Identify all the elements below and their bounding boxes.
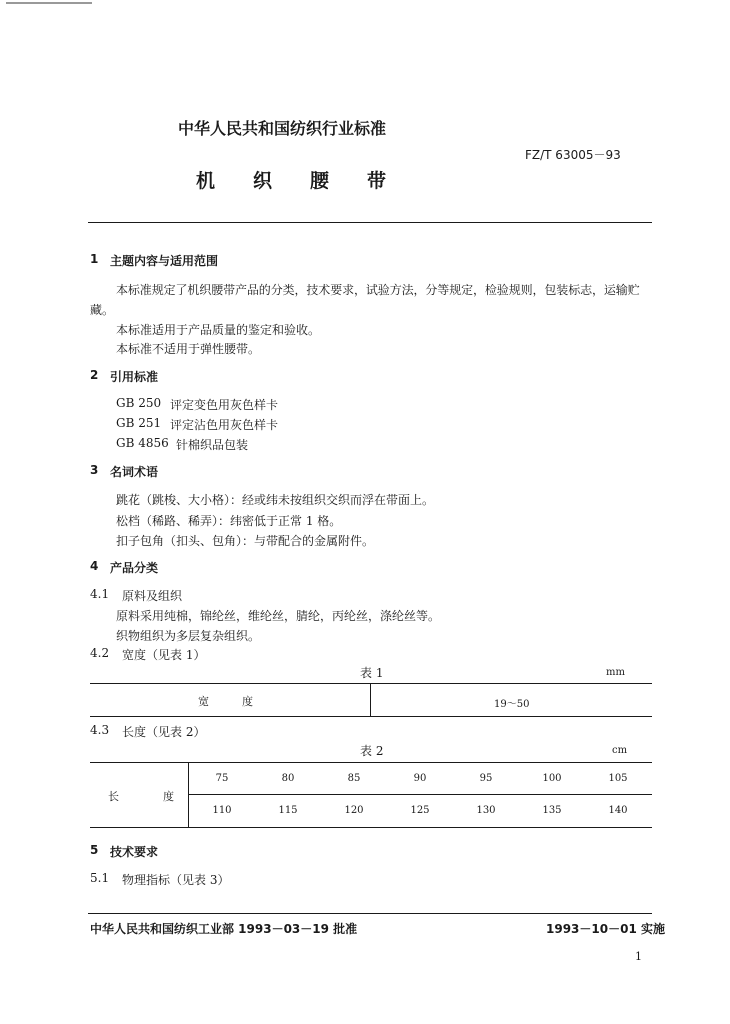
table-1-bottom-rule [90,716,652,717]
reference-title: 评定沾色用灰色样卡 [170,418,279,432]
section-5-heading: 技术要求 [110,845,159,859]
section-4-heading: 产品分类 [110,561,159,575]
table-2-cell: 90 [413,773,427,784]
table-2-cell: 115 [278,805,298,816]
section-1-number: 1 [90,252,99,266]
effective-date: 1993－10－01 实施 [546,922,665,936]
table-2-cell: 85 [347,773,361,784]
table-2-middle-rule [188,794,652,795]
table-1-value: 19～50 [494,699,530,710]
table-2-bottom-rule [90,827,652,828]
reference-code: GB 251 [116,416,162,430]
term-definition: 扣子包角（扣头、包角）：与带配合的金属附件。 [116,534,375,548]
subsection-4-3-number: 4.3 [90,723,110,737]
table-2-cell: 95 [479,773,493,784]
subsection-4-1-number: 4.1 [90,587,110,601]
table-2-unit: cm [612,745,628,756]
subsection-4-2-number: 4.2 [90,646,110,660]
table-2-cell: 105 [608,773,628,784]
table-2-cell: 135 [542,805,562,816]
page-number: 1 [635,950,642,963]
header-rule [88,222,652,223]
table-2-cell: 100 [542,773,562,784]
table-2-cell: 75 [215,773,229,784]
subsection-5-1-number: 5.1 [90,871,110,885]
subsection-4-1-heading: 原料及组织 [122,589,183,603]
table-1-top-rule [90,683,652,684]
section-4-number: 4 [90,559,99,573]
reference-title: 针棉织品包装 [176,438,249,452]
subsection-4-1-paragraph-1: 原料采用纯棉，锦纶丝，维纶丝，腈纶，丙纶丝，涤纶丝等。 [116,609,441,623]
section-1-paragraph-2: 本标准适用于产品质量的鉴定和验收。 [116,323,321,337]
section-1-heading: 主题内容与适用范围 [110,254,219,268]
footer-rule [88,913,652,914]
subsection-5-1-heading: 物理指标（见表 3） [122,873,230,887]
section-2-heading: 引用标准 [110,370,159,384]
scan-mark [6,2,92,4]
table-2-cell: 110 [212,805,232,816]
reference-title: 评定变色用灰色样卡 [170,398,279,412]
table-2-cell: 80 [281,773,295,784]
term-definition: 跳花（跳梭、大小格）：经或纬未按组织交织而浮在带面上。 [116,493,435,507]
table-2-cell: 140 [608,805,628,816]
document-title: 机 织 腰 带 [196,170,387,192]
table-1-caption: 表 1 [360,666,384,680]
standard-code: FZ/T 63005－93 [525,148,621,162]
table-2-divider [188,762,189,827]
table-2-cell: 125 [410,805,430,816]
section-1-paragraph-1: 本标准规定了机织腰带产品的分类，技术要求，试验方法，分等规定，检验规则，包装标志，运输贮 [116,283,640,297]
issuer-title: 中华人民共和国纺织行业标准 [178,119,387,138]
section-3-heading: 名词术语 [110,465,159,479]
subsection-4-1-paragraph-2: 织物组织为多层复杂组织。 [116,629,261,643]
subsection-4-2-heading: 宽度（见表 1） [122,648,206,662]
reference-code: GB 4856 [116,436,169,450]
table-1-unit: mm [606,667,625,678]
reference-code: GB 250 [116,396,162,410]
subsection-4-3-heading: 长度（见表 2） [122,725,206,739]
section-2-number: 2 [90,368,99,382]
table-2-caption: 表 2 [360,744,384,758]
table-2-label: 长 度 [108,790,174,803]
section-5-number: 5 [90,843,99,857]
table-2-cell: 130 [476,805,496,816]
approval-statement: 中华人民共和国纺织工业部 1993－03－19 批准 [90,922,358,936]
term-definition: 松档（稀路、稀弄）：纬密低于正常 1 格。 [116,514,342,528]
table-2-top-rule [90,762,652,763]
table-1-divider [370,683,371,716]
section-3-number: 3 [90,463,99,477]
section-1-paragraph-1-cont: 藏。 [90,303,115,317]
section-1-paragraph-3: 本标准不适用于弹性腰带。 [116,342,261,356]
table-2-cell: 120 [344,805,364,816]
table-1-label: 宽 度 [198,695,253,708]
